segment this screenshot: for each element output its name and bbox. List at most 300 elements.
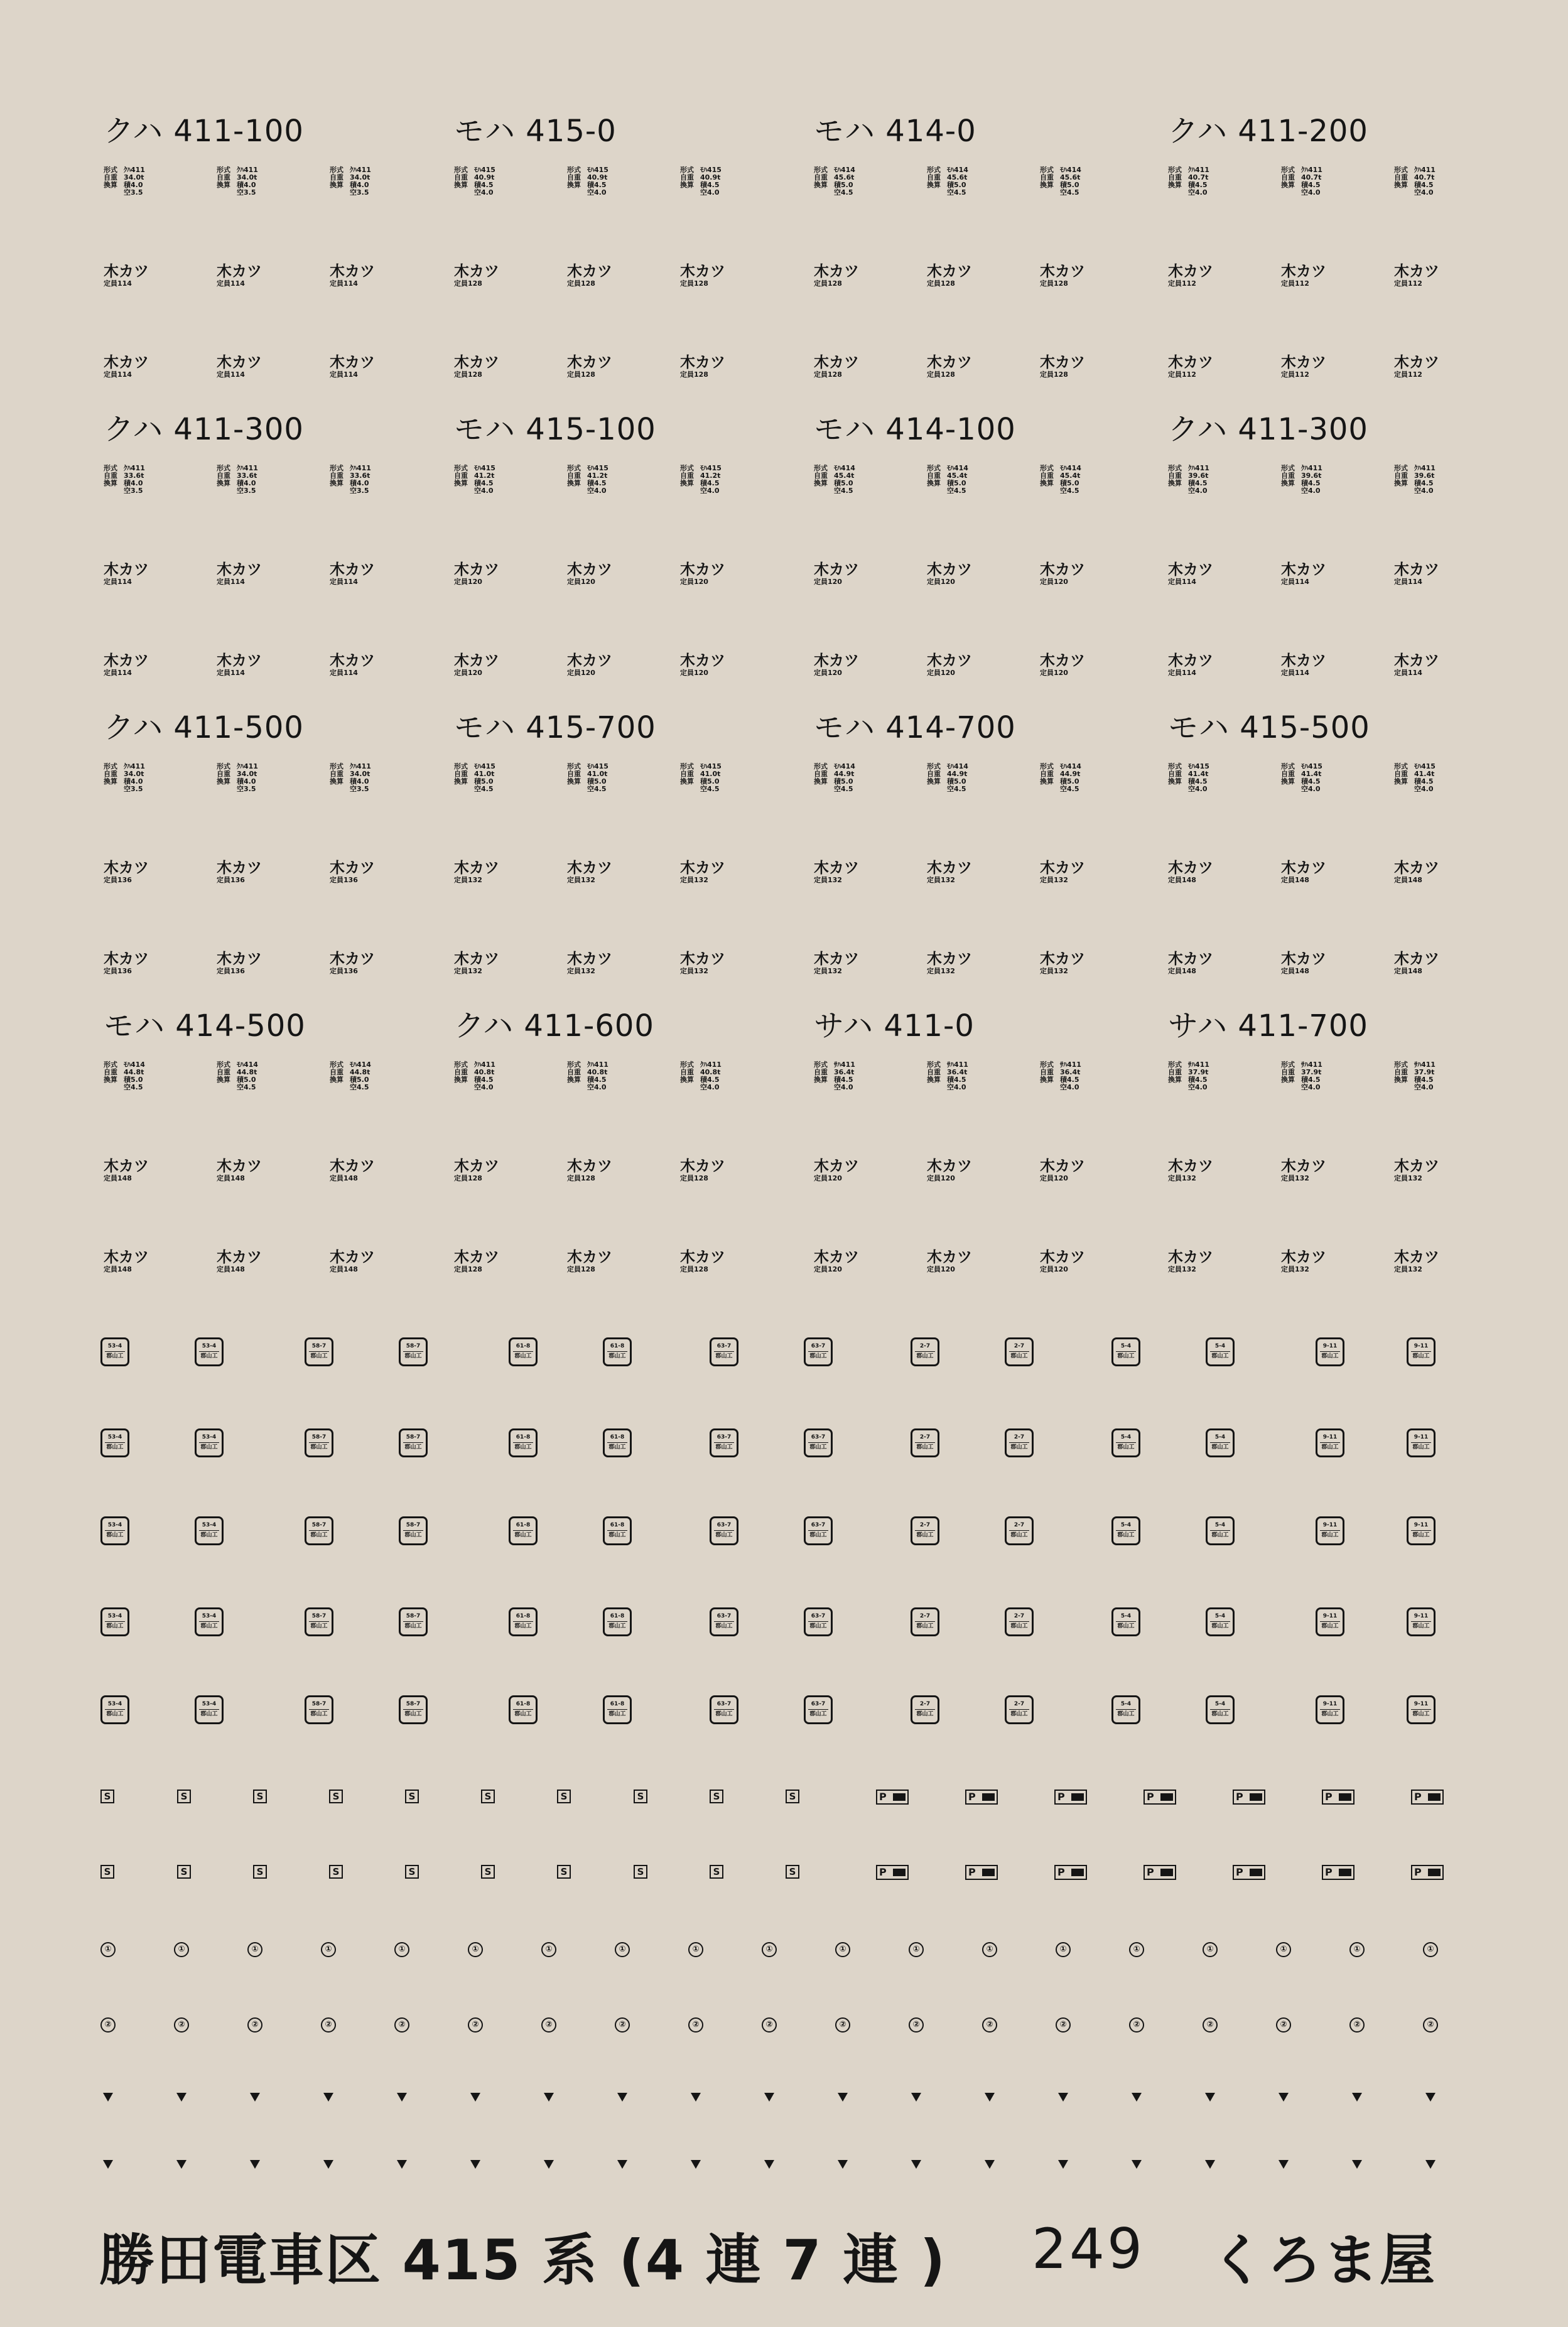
spec-value: 40.7t <box>1414 173 1435 181</box>
spec-value: 空4.5 <box>350 1083 369 1091</box>
spec-key: 自重 <box>330 770 343 778</box>
spec-value: 41.4t <box>1301 770 1322 778</box>
spec-key: 自重 <box>1168 173 1182 181</box>
depot-capacity: 定員128 <box>927 279 955 288</box>
depot-capacity: 定員120 <box>814 669 842 677</box>
depot-mark <box>330 562 405 586</box>
spec-value: 空3.5 <box>124 785 143 793</box>
inspection-works: 郡山工 <box>809 1623 827 1629</box>
inspection-works: 郡山工 <box>608 1711 626 1717</box>
spec-value: 40.9t <box>474 173 495 181</box>
spec-value: 34.0t <box>237 770 257 778</box>
inspection-mark <box>603 1695 632 1724</box>
spec-key: 自重 <box>330 173 343 181</box>
priority-p-letter: P <box>879 1791 887 1803</box>
spec-value: ﾓﾊ415 <box>700 166 722 174</box>
inspection-date: 2-7 <box>1009 1521 1029 1531</box>
triangle-marker <box>1058 2160 1068 2169</box>
spec-value: 積4.0 <box>124 777 143 786</box>
depot-code: 木カツ <box>217 1248 262 1266</box>
spec-value: 空4.0 <box>1060 1083 1079 1091</box>
spec-value: 空4.5 <box>947 188 966 197</box>
spec-line <box>1168 1084 1231 1091</box>
spec-key: 形式 <box>1281 1061 1295 1069</box>
depot-mark <box>1281 951 1356 975</box>
spec-key: 換算 <box>927 777 941 786</box>
spec-key: 自重 <box>454 770 468 778</box>
spec-value: 41.0t <box>587 770 608 778</box>
depot-mark <box>217 1250 292 1273</box>
spec-key: 換算 <box>567 1076 581 1084</box>
depot-mark <box>927 562 1002 586</box>
depot-capacity: 定員148 <box>104 1174 132 1182</box>
spec-line <box>1040 189 1103 197</box>
inspection-date: 2-7 <box>915 1612 935 1622</box>
spec-line <box>567 786 630 793</box>
inspection-mark <box>710 1607 738 1636</box>
depot-capacity: 定員136 <box>330 876 358 884</box>
circled-number-mark: ② <box>1276 2017 1291 2033</box>
priority-p-letter: P <box>1236 1866 1243 1878</box>
spec-block <box>680 763 743 793</box>
depot-mark <box>1394 264 1469 288</box>
spec-value: ｸﾊ411 <box>237 762 258 770</box>
priority-seat-mark <box>1233 1865 1265 1880</box>
spec-block <box>1394 1061 1457 1091</box>
spec-value: ﾓﾊ415 <box>700 762 722 770</box>
inspection-works: 郡山工 <box>608 1353 626 1359</box>
spec-value: 空4.5 <box>700 785 720 793</box>
depot-code: 木カツ <box>330 1157 375 1175</box>
spec-key: 形式 <box>567 1061 581 1069</box>
depot-mark <box>814 1250 889 1273</box>
spec-key: 自重 <box>1281 1068 1295 1076</box>
depot-code: 木カツ <box>680 561 725 578</box>
inspection-mark <box>1407 1516 1436 1545</box>
spec-key: 自重 <box>330 1068 343 1076</box>
spec-value: 積5.0 <box>1060 479 1079 487</box>
inspection-mark <box>305 1428 333 1457</box>
spec-line <box>104 189 166 197</box>
inspection-works: 郡山工 <box>514 1444 532 1450</box>
depot-mark <box>1040 264 1115 288</box>
inspection-works: 郡山工 <box>1321 1353 1339 1359</box>
inspection-works: 郡山工 <box>715 1711 733 1717</box>
inspection-works: 郡山工 <box>106 1532 124 1538</box>
depot-mark <box>104 653 179 677</box>
spec-line <box>1394 487 1457 495</box>
spec-key: 換算 <box>1281 181 1295 189</box>
priority-p-letter: P <box>1414 1866 1422 1878</box>
depot-mark <box>1394 653 1469 677</box>
spec-value: 積4.5 <box>587 1076 607 1084</box>
priority-seat-mark <box>1411 1790 1444 1805</box>
depot-mark <box>330 1250 405 1273</box>
spec-value: 積5.0 <box>1060 181 1079 189</box>
spec-key: 換算 <box>567 479 581 487</box>
spec-key: 換算 <box>1394 1076 1408 1084</box>
spec-key: 換算 <box>104 1076 117 1084</box>
priority-seat-mark <box>1144 1790 1176 1805</box>
spec-block <box>104 763 166 793</box>
inspection-works: 郡山工 <box>715 1353 733 1359</box>
depot-code: 木カツ <box>1168 1248 1213 1266</box>
depot-capacity: 定員128 <box>454 279 482 288</box>
spec-line <box>1281 786 1344 793</box>
spec-value: 空4.0 <box>1188 487 1208 495</box>
circled-number-mark: ① <box>909 1942 924 1957</box>
spec-line <box>454 1084 517 1091</box>
inspection-works: 郡山工 <box>809 1444 827 1450</box>
depot-capacity: 定員114 <box>330 669 358 677</box>
depot-mark <box>814 562 889 586</box>
inspection-works: 郡山工 <box>1211 1444 1229 1450</box>
inspection-date: 9-11 <box>1411 1342 1431 1352</box>
depot-mark <box>680 653 755 677</box>
spec-value: 空4.5 <box>587 785 607 793</box>
spec-key: 形式 <box>1281 762 1295 770</box>
group-title: モハ 414-700 <box>814 710 1016 745</box>
spec-key: 形式 <box>104 464 117 472</box>
spec-block <box>104 465 166 495</box>
inspection-works: 郡山工 <box>200 1623 218 1629</box>
inspection-works: 郡山工 <box>404 1532 422 1538</box>
depot-mark <box>567 562 642 586</box>
inspection-date: 9-11 <box>1411 1433 1431 1443</box>
spec-value: 積4.5 <box>1188 777 1208 786</box>
depot-code: 木カツ <box>567 262 612 280</box>
inspection-works: 郡山工 <box>1412 1444 1430 1450</box>
depot-code: 木カツ <box>454 1157 499 1175</box>
depot-code: 木カツ <box>217 652 262 669</box>
inspection-mark <box>1111 1337 1140 1366</box>
priority-bar <box>1160 1793 1173 1801</box>
depot-capacity: 定員136 <box>217 967 245 975</box>
spec-value: 空4.0 <box>474 1083 494 1091</box>
triangle-marker <box>397 2160 407 2169</box>
depot-capacity: 定員148 <box>330 1265 358 1273</box>
depot-capacity: 定員120 <box>1040 1265 1068 1273</box>
service-s-mark: S <box>405 1865 419 1879</box>
spec-key: 換算 <box>217 1076 230 1084</box>
spec-value: 積4.5 <box>1188 181 1208 189</box>
inspection-mark <box>1005 1695 1034 1724</box>
spec-key: 換算 <box>680 181 694 189</box>
depot-capacity: 定員114 <box>330 279 358 288</box>
spec-key: 自重 <box>1040 173 1054 181</box>
depot-capacity: 定員148 <box>217 1174 245 1182</box>
priority-seat-mark <box>1233 1790 1265 1805</box>
spec-value: ｸﾊ411 <box>1188 166 1209 174</box>
spec-value: 45.4t <box>1060 472 1081 480</box>
inspection-mark <box>195 1607 224 1636</box>
spec-block <box>680 166 743 197</box>
inspection-date: 5-4 <box>1210 1612 1230 1622</box>
depot-code: 木カツ <box>927 262 972 280</box>
spec-key: 自重 <box>217 472 230 480</box>
circled-number-mark: ① <box>247 1942 262 1957</box>
inspection-mark <box>911 1516 939 1545</box>
inspection-date: 5-4 <box>1210 1342 1230 1352</box>
circled-number-mark: ① <box>688 1942 703 1957</box>
depot-mark <box>567 264 642 288</box>
depot-mark <box>1168 653 1243 677</box>
spec-key: 換算 <box>1040 181 1054 189</box>
circled-number-mark: ① <box>1203 1942 1218 1957</box>
spec-value: 37.9t <box>1301 1068 1322 1076</box>
inspection-works: 郡山工 <box>1321 1711 1339 1717</box>
inspection-date: 61-8 <box>607 1521 627 1531</box>
spec-block <box>927 1061 990 1091</box>
circled-number-mark: ① <box>1349 1942 1365 1957</box>
spec-key: 形式 <box>927 762 941 770</box>
circled-number-mark: ② <box>1056 2017 1071 2033</box>
depot-code: 木カツ <box>454 354 499 371</box>
inspection-works: 郡山工 <box>608 1623 626 1629</box>
depot-code: 木カツ <box>1040 950 1085 968</box>
inspection-mark <box>710 1695 738 1724</box>
spec-value: 積5.0 <box>834 479 853 487</box>
spec-key: 換算 <box>1168 181 1182 189</box>
spec-block <box>330 166 392 197</box>
triangle-marker <box>1058 2093 1068 2102</box>
circled-number-mark: ① <box>541 1942 556 1957</box>
priority-p-letter: P <box>968 1866 976 1878</box>
spec-line <box>217 487 279 495</box>
spec-value: ｸﾊ411 <box>350 166 371 174</box>
spec-value: ｻﾊ411 <box>1301 1061 1322 1069</box>
circled-number-mark: ① <box>615 1942 630 1957</box>
depot-mark <box>567 1250 642 1273</box>
inspection-mark <box>1111 1428 1140 1457</box>
inspection-mark <box>195 1428 224 1457</box>
depot-mark <box>330 355 405 379</box>
depot-mark <box>927 653 1002 677</box>
spec-key: 自重 <box>454 472 468 480</box>
depot-mark <box>1040 951 1115 975</box>
spec-line <box>454 786 517 793</box>
spec-value: ｸﾊ411 <box>124 762 145 770</box>
inspection-date: 63-7 <box>808 1700 828 1710</box>
inspection-works: 郡山工 <box>310 1711 328 1717</box>
triangle-marker <box>764 2160 774 2169</box>
inspection-works: 郡山工 <box>715 1623 733 1629</box>
inspection-mark <box>1407 1337 1436 1366</box>
inspection-date: 5-4 <box>1210 1433 1230 1443</box>
spec-key: 自重 <box>1040 472 1054 480</box>
inspection-works: 郡山工 <box>1010 1532 1028 1538</box>
group-title: サハ 411-700 <box>1168 1008 1368 1044</box>
spec-key: 形式 <box>1040 464 1054 472</box>
depot-capacity: 定員120 <box>1040 578 1068 586</box>
inspection-works: 郡山工 <box>1010 1353 1028 1359</box>
depot-capacity: 定員120 <box>567 578 595 586</box>
priority-bar <box>1250 1869 1262 1876</box>
inspection-works: 郡山工 <box>106 1623 124 1629</box>
group-title: モハ 414-0 <box>814 114 976 149</box>
spec-key: 形式 <box>567 464 581 472</box>
inspection-mark <box>509 1516 538 1545</box>
circled-number-mark: ② <box>615 2017 630 2033</box>
spec-value: ﾓﾊ415 <box>474 166 495 174</box>
depot-mark <box>330 264 405 288</box>
spec-value: ｻﾊ411 <box>1060 1061 1081 1069</box>
inspection-date: 9-11 <box>1411 1612 1431 1622</box>
depot-code: 木カツ <box>104 262 149 280</box>
depot-code: 木カツ <box>1394 859 1439 877</box>
spec-value: 空4.5 <box>834 188 853 197</box>
depot-capacity: 定員128 <box>454 1174 482 1182</box>
inspection-date: 5-4 <box>1116 1521 1136 1531</box>
spec-key: 自重 <box>330 472 343 480</box>
spec-key: 換算 <box>1281 777 1295 786</box>
spec-value: ｸﾊ411 <box>587 1061 608 1069</box>
spec-value: 40.9t <box>700 173 721 181</box>
spec-key: 自重 <box>1281 770 1295 778</box>
depot-capacity: 定員114 <box>1281 578 1309 586</box>
depot-mark <box>217 860 292 884</box>
spec-line <box>1281 487 1344 495</box>
spec-value: 空4.0 <box>1188 188 1208 197</box>
spec-value: 44.8t <box>237 1068 257 1076</box>
spec-block <box>1281 763 1344 793</box>
spec-value: 空3.5 <box>350 487 369 495</box>
inspection-mark <box>100 1695 129 1724</box>
spec-value: 空4.5 <box>124 1083 143 1091</box>
depot-capacity: 定員128 <box>1040 279 1068 288</box>
depot-code: 木カツ <box>1281 950 1326 968</box>
depot-capacity: 定員136 <box>330 967 358 975</box>
depot-capacity: 定員120 <box>680 578 708 586</box>
spec-key: 形式 <box>217 166 230 174</box>
triangle-marker <box>103 2093 113 2102</box>
depot-capacity: 定員120 <box>814 1174 842 1182</box>
inspection-works: 郡山工 <box>1412 1532 1430 1538</box>
inspection-date: 2-7 <box>915 1700 935 1710</box>
depot-capacity: 定員120 <box>814 1265 842 1273</box>
spec-block <box>1281 465 1344 495</box>
priority-bar <box>1071 1793 1084 1801</box>
spec-key: 換算 <box>927 479 941 487</box>
group-title: クハ 411-300 <box>1168 412 1368 447</box>
spec-key: 自重 <box>680 173 694 181</box>
spec-block <box>217 465 279 495</box>
depot-capacity: 定員120 <box>454 578 482 586</box>
spec-line <box>1281 189 1344 197</box>
triangle-marker <box>1352 2093 1362 2102</box>
depot-mark <box>454 264 529 288</box>
inspection-works: 郡山工 <box>1010 1623 1028 1629</box>
inspection-date: 53-4 <box>199 1612 219 1622</box>
inspection-mark <box>603 1516 632 1545</box>
spec-line <box>454 487 517 495</box>
depot-code: 木カツ <box>1168 652 1213 669</box>
depot-capacity: 定員112 <box>1168 370 1196 379</box>
spec-block <box>927 166 990 197</box>
depot-code: 木カツ <box>567 1157 612 1175</box>
priority-bar <box>1428 1869 1441 1876</box>
spec-value: 積4.0 <box>350 777 369 786</box>
depot-mark <box>814 1158 889 1182</box>
spec-value: 空4.0 <box>947 1083 966 1091</box>
depot-mark <box>1394 1250 1469 1273</box>
depot-mark <box>567 653 642 677</box>
spec-value: ｸﾊ411 <box>237 464 258 472</box>
inspection-date: 53-4 <box>105 1612 125 1622</box>
spec-value: ｸﾊ411 <box>1301 166 1322 174</box>
spec-key: 自重 <box>680 1068 694 1076</box>
spec-value: 積5.0 <box>474 777 494 786</box>
depot-capacity: 定員132 <box>927 876 955 884</box>
depot-code: 木カツ <box>330 859 375 877</box>
spec-value: 44.9t <box>834 770 855 778</box>
inspection-mark <box>100 1516 129 1545</box>
spec-value: 積4.0 <box>237 777 256 786</box>
spec-value: 積4.5 <box>834 1076 853 1084</box>
spec-value: ｸﾊ411 <box>350 762 371 770</box>
spec-block <box>1394 465 1457 495</box>
triangle-marker <box>470 2093 480 2102</box>
depot-mark <box>217 562 292 586</box>
depot-capacity: 定員148 <box>1168 876 1196 884</box>
spec-value: ﾓﾊ414 <box>237 1061 258 1069</box>
inspection-mark <box>804 1695 833 1724</box>
inspection-mark <box>1111 1607 1140 1636</box>
inspection-mark <box>509 1695 538 1724</box>
inspection-works: 郡山工 <box>1321 1532 1339 1538</box>
depot-mark <box>1168 1158 1243 1182</box>
inspection-mark <box>1316 1695 1344 1724</box>
inspection-mark <box>1005 1516 1034 1545</box>
spec-value: ｸﾊ411 <box>700 1061 722 1069</box>
depot-mark <box>1168 951 1243 975</box>
inspection-mark <box>710 1428 738 1457</box>
depot-mark <box>680 355 755 379</box>
depot-code: 木カツ <box>1394 561 1439 578</box>
depot-code: 木カツ <box>454 859 499 877</box>
depot-capacity: 定員128 <box>454 1265 482 1273</box>
spec-value: ﾓﾊ415 <box>474 762 495 770</box>
spec-value: ﾓﾊ415 <box>587 166 608 174</box>
inspection-date: 9-11 <box>1320 1521 1340 1531</box>
inspection-date: 9-11 <box>1320 1433 1340 1443</box>
spec-value: 34.0t <box>350 173 370 181</box>
spec-key: 形式 <box>104 762 117 770</box>
spec-line <box>1394 1084 1457 1091</box>
spec-key: 換算 <box>814 777 828 786</box>
spec-line <box>104 487 166 495</box>
spec-value: 積5.0 <box>834 777 853 786</box>
depot-capacity: 定員120 <box>454 669 482 677</box>
inspection-mark <box>603 1337 632 1366</box>
inspection-mark <box>305 1607 333 1636</box>
inspection-mark <box>195 1516 224 1545</box>
depot-capacity: 定員148 <box>1281 967 1309 975</box>
spec-value: 34.0t <box>350 770 370 778</box>
depot-mark <box>680 1158 755 1182</box>
depot-code: 木カツ <box>814 561 859 578</box>
spec-value: 34.0t <box>237 173 257 181</box>
triangle-marker <box>691 2160 701 2169</box>
depot-mark <box>454 1158 529 1182</box>
circled-number-mark: ① <box>1276 1942 1291 1957</box>
depot-code: 木カツ <box>814 1157 859 1175</box>
spec-key: 形式 <box>927 1061 941 1069</box>
depot-capacity: 定員114 <box>104 279 132 288</box>
spec-key: 形式 <box>1168 762 1182 770</box>
spec-value: 空4.0 <box>1414 487 1434 495</box>
priority-seat-mark <box>965 1790 998 1805</box>
